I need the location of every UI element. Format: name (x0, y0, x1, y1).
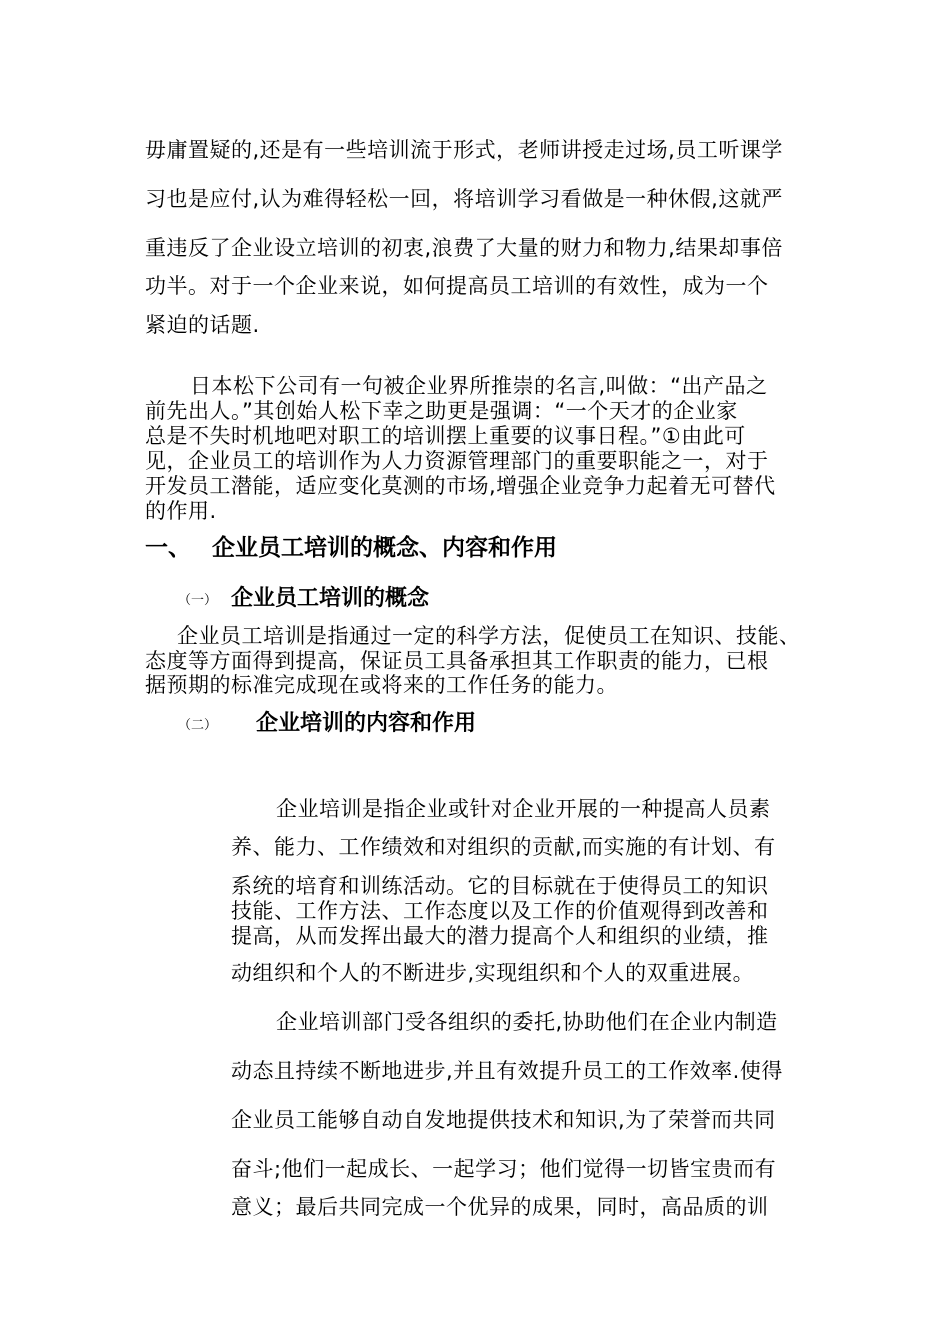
paragraph-line: 动态且持续不断地进步,并且有效提升员工的工作效率.使得 (231, 1059, 783, 1083)
paragraph-line: 动组织和个人的不断进步,实现组织和个人的双重进展。 (231, 961, 755, 985)
subsection-number: （二） (178, 718, 218, 733)
paragraph-line: 紧迫的话题. (145, 313, 260, 337)
paragraph-line: 意义；最后共同完成一个优异的成果，同时，高品质的训 (231, 1195, 769, 1219)
paragraph-line: 开发员工潜能，适应变化莫测的市场,增强企业竞争力起着无可替代 (145, 474, 776, 498)
paragraph-line: 提高，从而发挥出最大的潜力提高个人和组织的业绩，推 (231, 924, 769, 948)
paragraph-line: 企业培训是指企业或针对企业开展的一种提高人员素 (276, 797, 771, 821)
section-title: 企业员工培训的概念、内容和作用 (212, 535, 557, 561)
paragraph-line: 总是不失时机地吧对职工的培训摆上重要的议事日程。”①由此可 (145, 424, 746, 448)
paragraph-line: 企业员工能够自动自发地提供技术和知识,为了荣誉而共同 (231, 1108, 776, 1132)
paragraph-line: 习也是应付,认为难得轻松一回，将培训学习看做是一种休假,这就严 (145, 187, 783, 211)
paragraph-line: 技能、工作方法、工作态度以及工作的价值观得到改善和 (231, 899, 769, 923)
paragraph-line: 见，企业员工的培训作为人力资源管理部门的重要职能之一，对于 (145, 449, 769, 473)
paragraph-line: 前先出人。”其创始人松下幸之助更是强调：“一个天才的企业家 (145, 399, 738, 423)
paragraph-line: 企业培训部门受各组织的委托,协助他们在企业内制造 (276, 1010, 778, 1034)
subsection-number: （一） (178, 593, 218, 608)
paragraph-line: 养、能力、工作绩效和对组织的贡献,而实施的有计划、有 (231, 835, 776, 859)
paragraph-line: 系统的培育和训练活动。它的目标就在于使得员工的知识 (231, 874, 769, 898)
section-number: 一、 (145, 535, 191, 561)
paragraph-line: 的作用. (145, 499, 217, 523)
subsection-title: 企业培训的内容和作用 (256, 711, 477, 736)
subsection-title: 企业员工培训的概念 (231, 586, 430, 611)
paragraph-line: 功半。对于一个企业来说，如何提高员工培训的有效性，成为一个 (145, 274, 769, 298)
paragraph-line: 据预期的标准完成现在或将来的工作任务的能力。 (145, 673, 618, 697)
paragraph-line: 奋斗;他们一起成长、一起学习；他们觉得一切皆宝贵而有 (231, 1157, 777, 1181)
paragraph-line: 毋庸置疑的,还是有一些培训流于形式，老师讲授走过场,员工听课学 (145, 138, 783, 162)
paragraph-line: 重违反了企业设立培训的初衷,浪费了大量的财力和物力,结果却事倍 (145, 236, 783, 260)
paragraph-line: 日本松下公司有一句被企业界所推崇的名言,叫做：“出产品之 (190, 374, 768, 398)
paragraph-line: 态度等方面得到提高，保证员工具备承担其工作职责的能力，已根 (145, 649, 769, 673)
paragraph-line: 企业员工培训是指通过一定的科学方法，促使员工在知识、技能、 (177, 624, 801, 648)
